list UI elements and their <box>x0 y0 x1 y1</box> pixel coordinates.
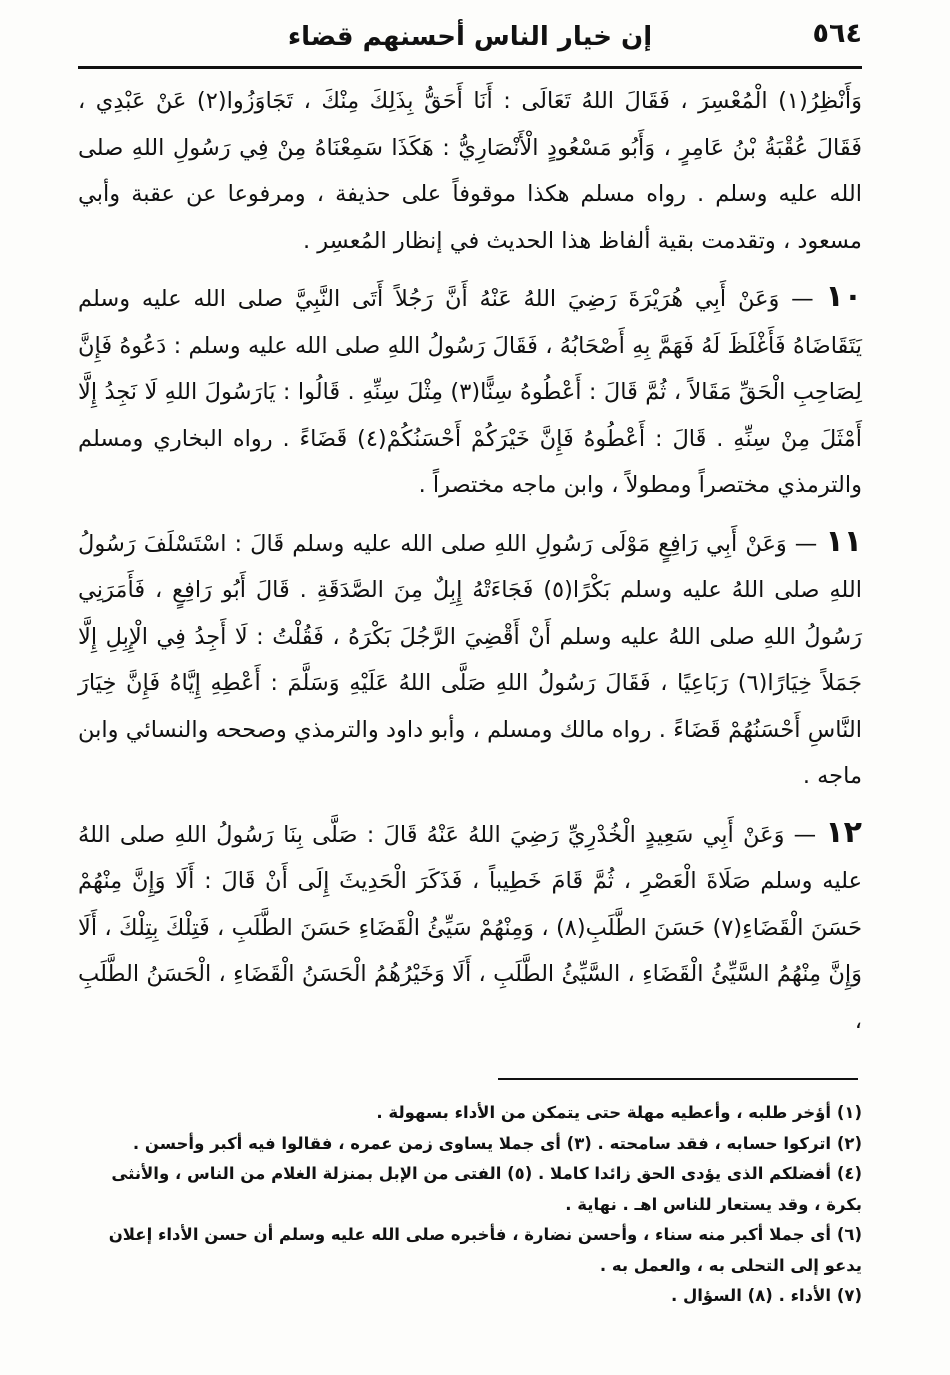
main-text <box>78 78 862 1044</box>
footnote-divider <box>498 1078 858 1080</box>
paragraph-text: — وَعَنْ أَبِي رَافِعٍ مَوْلَى رَسُولِ اللهِ صلى الله عليه وسلم قَالَ : اسْتَسْلَفَ رَسُولُ اللهِ صلى اللهُ عليه وسلم بَكْرًا(٥) فَجَاءَتْهُ إِبِلٌ مِنَ الصَّدَقَةِ . قَالَ أَبُو رَافِعٍ ، فَأَمَرَنِي رَسُولُ اللهِ صلى اللهُ عليه وسلم أَنْ أَقْضِيَ الرَّجُلَ بَكْرَهُ ، فَقُلْتُ : لَا أَجِدُ فِي الْإِبِلِ إِلَّا جَمَلاً خِيَارًا(٦) رَبَاعِيًا ، فَقَالَ رَسُولُ اللهِ صَلَّى اللهُ عَلَيْهِ وَسَلَّمَ : أَعْطِهِ إِيَّاهُ فَإِنَّ خِيَارَ النَّاسِ أَحْسَنُهُمْ قَضَاءً . رواه مالك ومسلم ، وأبو داود والترمذي وصححه والنسائي وابن ماجه . <box>78 530 862 789</box>
hadith-number: ١٢ <box>825 814 862 850</box>
footnote: (١) أؤخر طلبه ، وأعطيه مهلة حتى يتمكن من الأداء بسهولة . <box>376 1103 862 1122</box>
footnote: (٦) أى جملا أكبر منه سناء ، وأحسن نضارة ، فأخبره صلى الله عليه وسلم أن حسن الأداء إعلان يدعو إلى التحلى به ، والعمل به . <box>108 1225 862 1275</box>
page-header <box>78 14 862 69</box>
hadith-paragraph <box>78 274 862 509</box>
paragraph-text: — وَعَنْ أَبِي سَعِيدٍ الْخُدْرِيِّ رَضِيَ اللهُ عَنْهُ قَالَ : صَلَّى بِنَا رَسُولُ اللهِ صلى اللهُ عليه وسلم صَلَاةَ الْعَصْرِ ، ثُمَّ قَامَ خَطِيباً ، فَذَكَرَ الْحَدِيثَ إِلَى أَنْ قَالَ : أَلَا وَإِنَّ مِنْهُمْ حَسَنَ الْقَضَاءِ(٧) حَسَنَ الطَّلَبِ(٨) ، وَمِنْهُمْ سَيِّئُ الْقَضَاءِ حَسَنَ الطَّلَبِ ، فَتِلْكَ بِتِلْكَ ، أَلَا وَإِنَّ مِنْهُمُ السَّيِّئُ الْقَضَاءِ ، السَّيِّئُ الطَّلَبِ ، أَلَا وَخَيْرُهُمُ الْحَسَنُ الْقَضَاءِ ، الْحَسَنُ الطَّلَبِ ، <box>78 821 862 1034</box>
paragraph-text: — وَعَنْ أَبِي هُرَيْرَةَ رَضِيَ اللهُ عَنْهُ أَنَّ رَجُلاً أَتَى النَّبِيَّ صلى الله عليه وسلم يَتَقَاضَاهُ فَأَغْلَظَ لَهُ فَهَمَّ بِهِ أَصْحَابُهُ ، فَقَالَ رَسُولُ اللهِ صلى الله عليه وسلم : دَعُوهُ فَإِنَّ لِصَاحِبِ الْحَقِّ مَقَالاً ، ثُمَّ قَالَ : أَعْطُوهُ سِنًّا(٣) مِثْلَ سِنِّهِ . قَالُوا : يَارَسُولَ اللهِ لَا نَجِدُ إِلَّا أَمْثَلَ مِنْ سِنِّهِ . قَالَ : أَعْطُوهُ فَإِنَّ خَيْرَكُمْ أَحْسَنُكُمْ(٤) قَضَاءً . رواه البخاري ومسلم والترمذي مختصراً ومطولاً ، وابن ماجه مختصراً . <box>78 286 862 498</box>
footnote: (٧) الأداء . (٨) السؤال . <box>670 1286 862 1305</box>
footnote: (٤) أفضلكم الذى يؤدى الحق زائدا كاملا . (٥) الفتى من الإبل بمنزلة الغلام من الناس ، والأنثى بكرة ، وقد يستعار للناس اهـ . نهاية . <box>111 1164 862 1214</box>
paragraph-text: وَأَنْظِرُ(١) الْمُعْسِرَ ، فَقَالَ اللهُ تَعَالَى : أَنَا أَحَقُّ بِذَلِكَ مِنْكَ ، تَجَاوَزُوا(٢) عَنْ عَبْدِي ، فَقَالَ عُقْبَةُ بْنُ عَامِرٍ ، وَأَبُو مَسْعُودٍ الْأَنْصَارِيُّ : هَكَذَا سَمِعْنَاهُ مِنْ فِي رَسُولِ اللهِ صلى الله عليه وسلم . رواه مسلم هكذا موقوفاً على حذيفة ، ومرفوعا عن عقبة وأبي مسعود ، وتقدمت بقية ألفاظ هذا الحديث في إنظار المُعسِر . <box>78 88 862 254</box>
running-title: إن خيار الناس أحسنهم قضاء <box>287 22 653 52</box>
hadith-paragraph <box>78 810 862 1045</box>
paragraph <box>78 78 862 264</box>
hadith-number: ١١ <box>825 523 863 559</box>
page-number: ٥٦٤ <box>812 18 862 49</box>
hadith-paragraph <box>78 519 862 800</box>
footnotes <box>96 1098 862 1312</box>
footnote: (٢) اتركوا حسابه ، فقد سامحته . (٣) أى جملا يساوى زمن عمره ، فقالوا فيه أكبر وأحسن . <box>132 1133 862 1153</box>
hadith-number: ١٠ <box>825 279 863 314</box>
